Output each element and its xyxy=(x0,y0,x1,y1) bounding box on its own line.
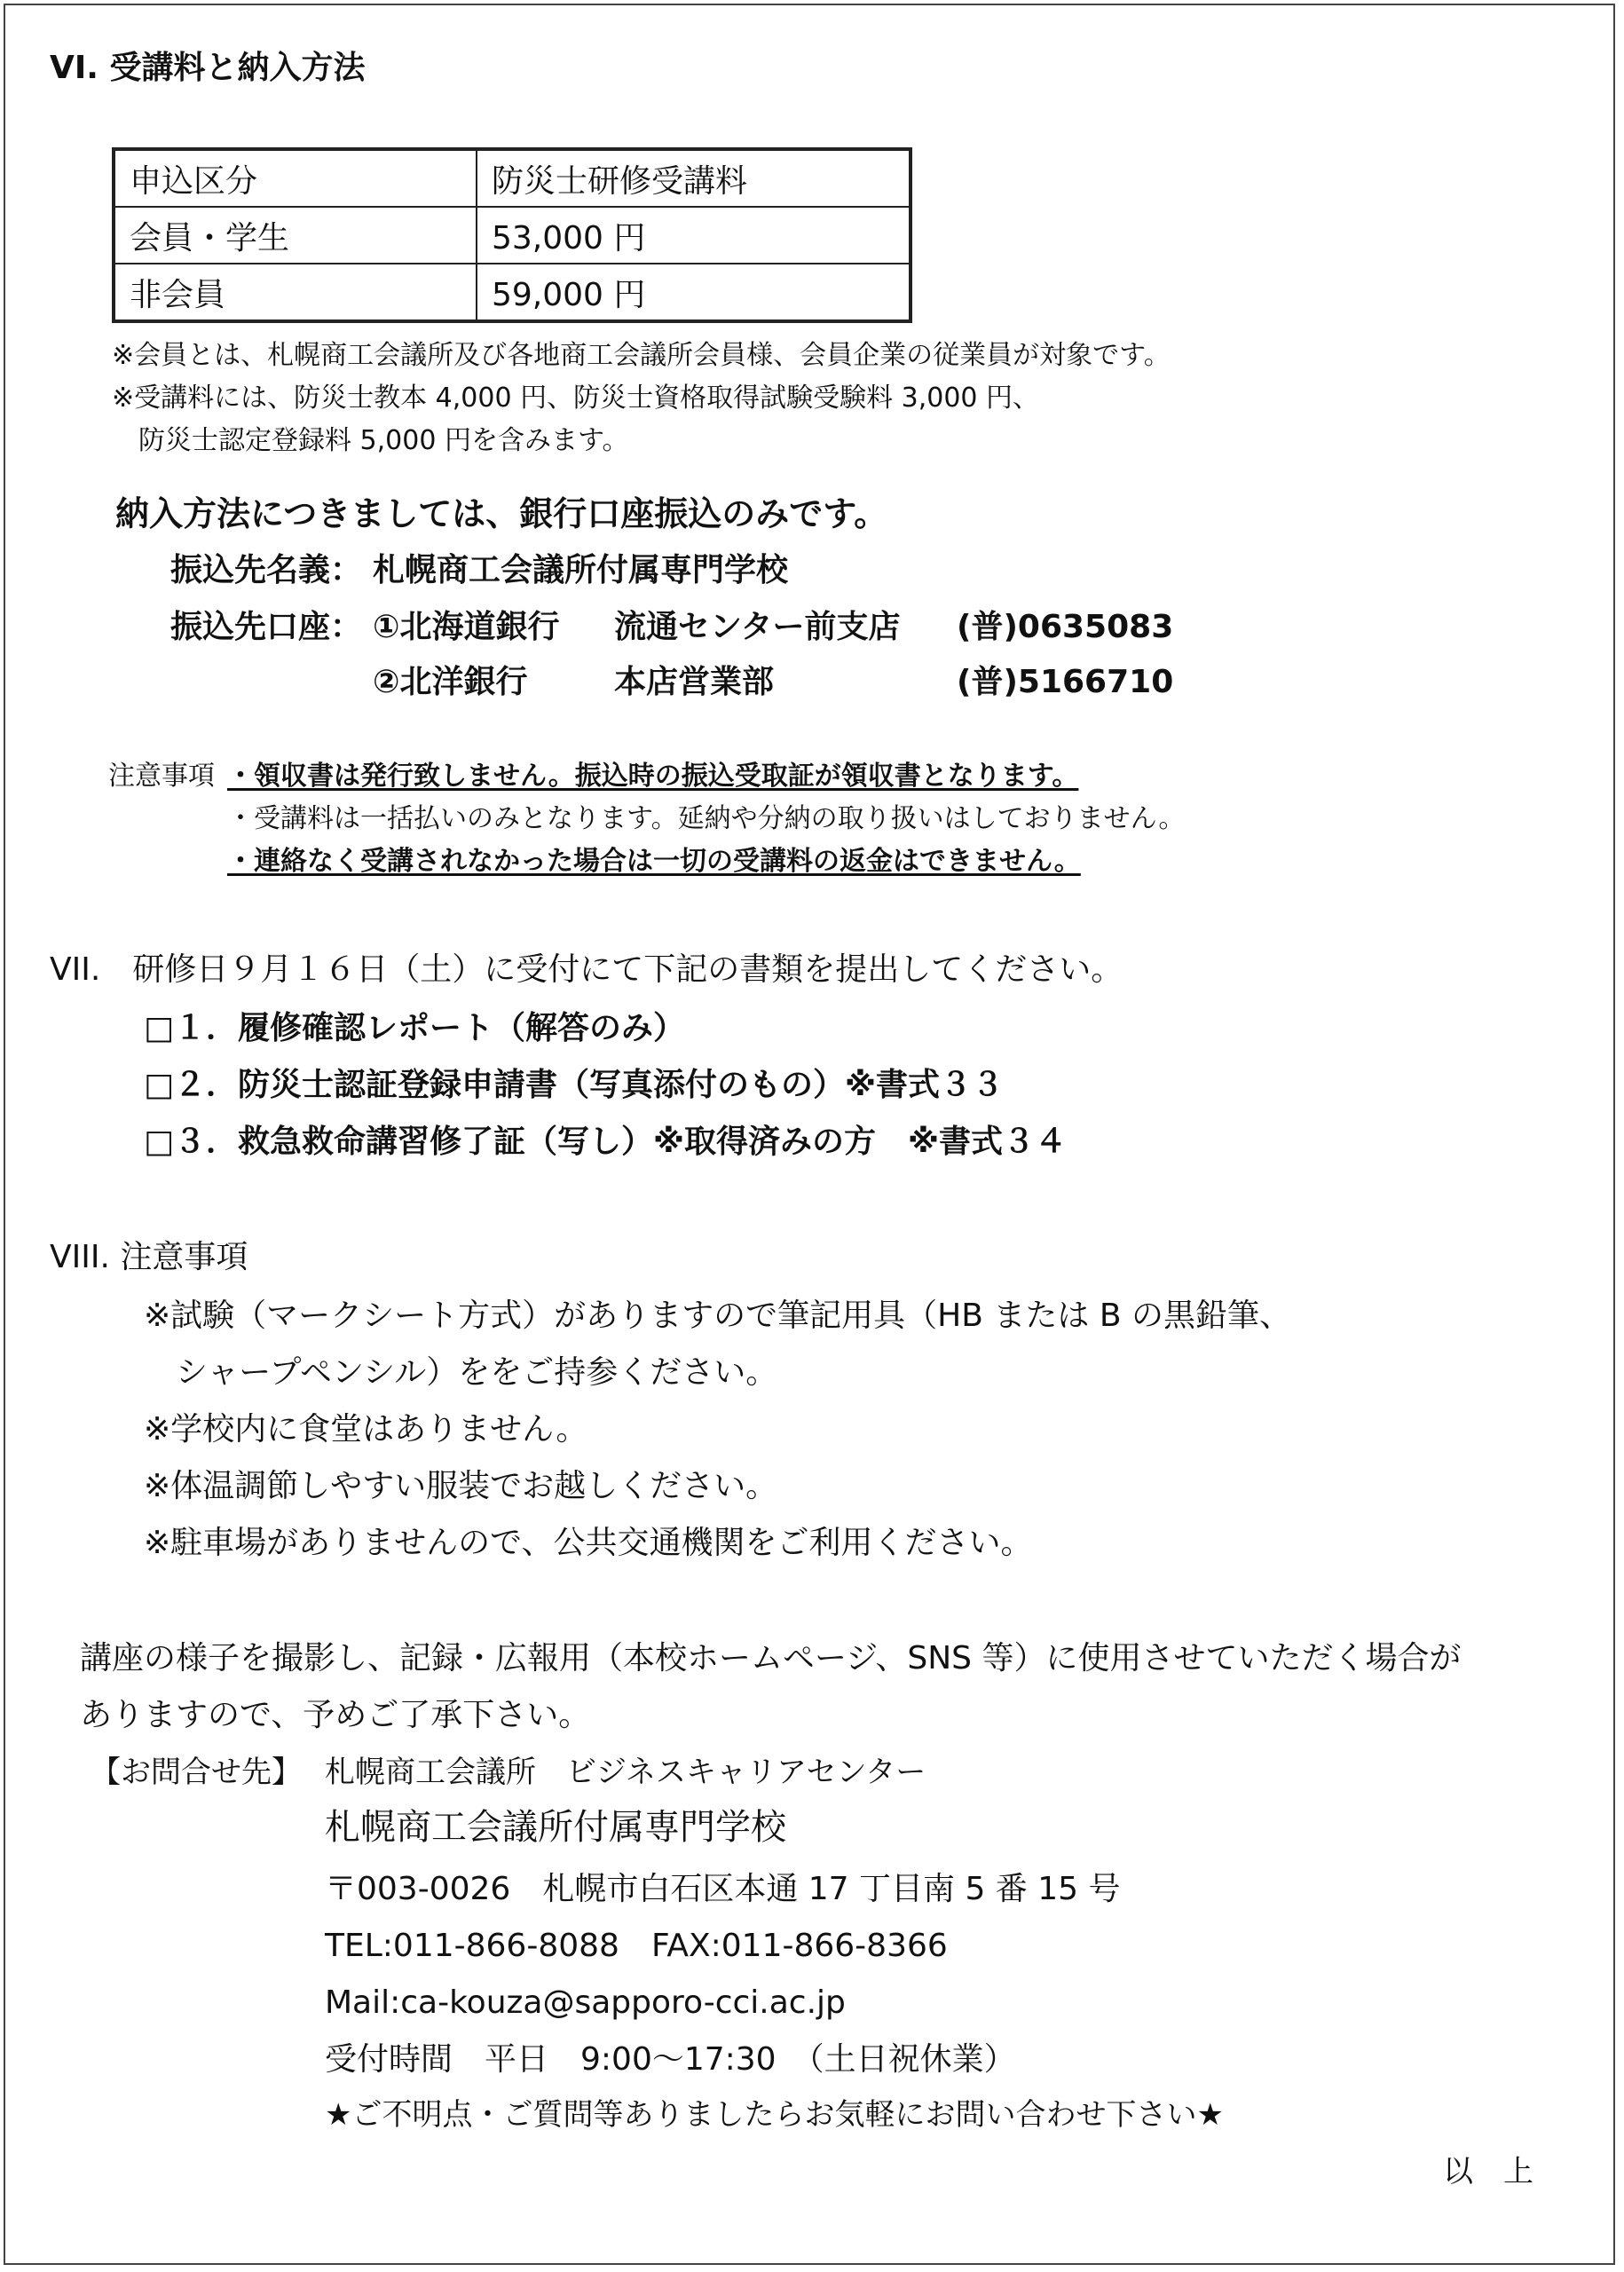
notice-item: ※学校内に食堂はありません。 xyxy=(144,1411,588,1448)
notice-item: ※試験（マークシート方式）がありますので筆記用具（HB または B の黒鉛筆、 xyxy=(144,1298,1291,1334)
section6-heading: VI. 受講料と納入方法 xyxy=(50,50,366,86)
section8-heading: VIII. 注意事項 xyxy=(50,1239,248,1275)
account-label: 振込先口座： xyxy=(170,609,363,645)
table-row xyxy=(114,264,911,321)
caution-label: 注意事項 xyxy=(108,761,215,792)
contact-label: 【お問合せ先】 xyxy=(91,1755,302,1790)
table-row xyxy=(114,149,911,207)
account-bank: ①北海道銀行 xyxy=(373,609,560,645)
submission-item: □３．救急救命講習修了証（写し）※取得済みの方 ※書式３４ xyxy=(144,1124,1068,1160)
fee-note: ※受講料には、防災士教本 4,000 円、防災士資格取得試験受験料 3,000 円、 xyxy=(112,383,1040,414)
table-row xyxy=(114,207,911,264)
contact-mail: Mail:ca-kouza@sapporo-cci.ac.jp xyxy=(325,1984,846,2021)
account-name-label: 振込先名義： xyxy=(170,552,363,588)
table-cell: 非会員 xyxy=(114,264,477,321)
account-number: (普)5166710 xyxy=(957,664,1174,700)
photo-notice: ありますので、予めご了承下さい。 xyxy=(80,1697,591,1733)
section7-heading: VII. 研修日９月１６日（土）に受付にて下記の書類を提出してください。 xyxy=(50,951,1123,988)
submission-item: □１．履修確認レポート（解答のみ） xyxy=(144,1010,686,1046)
account-number: (普)0635083 xyxy=(957,609,1174,645)
end-mark: 以 上 xyxy=(1443,2154,1533,2189)
account-bank: ②北洋銀行 xyxy=(373,664,528,700)
fee-note: 防災士認定登録料 5,000 円を含みます。 xyxy=(138,425,629,456)
caution-item: ・受講料は一括払いのみとなります。延納や分納の取り扱いはしておりません。 xyxy=(227,803,1186,834)
account-name: 札幌商工会議所付属専門学校 xyxy=(373,552,789,588)
caution-item: ・連絡なく受講されなかった場合は一切の受講料の返金はできません。 xyxy=(227,846,1081,877)
fee-note: ※会員とは、札幌商工会議所及び各地商工会議所会員様、会員企業の従業員が対象です。 xyxy=(112,340,1171,371)
table-cell: 会員・学生 xyxy=(114,207,477,264)
contact-tel-fax: TEL:011-866-8088 FAX:011-866-8366 xyxy=(325,1928,948,1964)
account-branch: 流通センター前支店 xyxy=(614,609,901,645)
table-header-cell: 防災士研修受講料 xyxy=(477,149,911,207)
photo-notice: 講座の様子を撮影し、記録・広報用（本校ホームページ、SNS 等）に使用させていただく場合が xyxy=(80,1640,1462,1676)
table-header-cell: 申込区分 xyxy=(114,149,477,207)
contact-closing: ★ご不明点・ご質問等ありましたらお気軽にお問い合わせ下さい★ xyxy=(325,2097,1224,2133)
table-cell: 59,000 円 xyxy=(477,264,911,321)
payment-method: 納入方法につきましては、銀行口座振込のみです。 xyxy=(115,494,888,533)
notice-item: シャープペンシル）ををご持参ください。 xyxy=(176,1354,778,1391)
fee-table xyxy=(112,147,912,323)
contact-address: 〒003-0026 札幌市白石区本通 17 丁目南 5 番 15 号 xyxy=(325,1871,1121,1907)
account-branch: 本店営業部 xyxy=(614,664,775,700)
contact-school: 札幌商工会議所付属専門学校 xyxy=(325,1807,786,1848)
caution-item: ・領収書は発行致しません。振込時の振込受取証が領収書となります。 xyxy=(227,761,1079,792)
contact-org: 札幌商工会議所 ビジネスキャリアセンター xyxy=(325,1755,926,1790)
submission-item: □２．防災士認証登録申請書（写真添付のもの）※書式３３ xyxy=(144,1067,1005,1103)
notice-item: ※体温調節しやすい服装でお越しください。 xyxy=(144,1468,778,1504)
notice-item: ※駐車場がありませんので、公共交通機関をご利用ください。 xyxy=(144,1525,1033,1561)
contact-hours: 受付時間 平日 9:00～17:30 （土日祝休業） xyxy=(325,2041,1016,2078)
table-cell: 53,000 円 xyxy=(477,207,911,264)
